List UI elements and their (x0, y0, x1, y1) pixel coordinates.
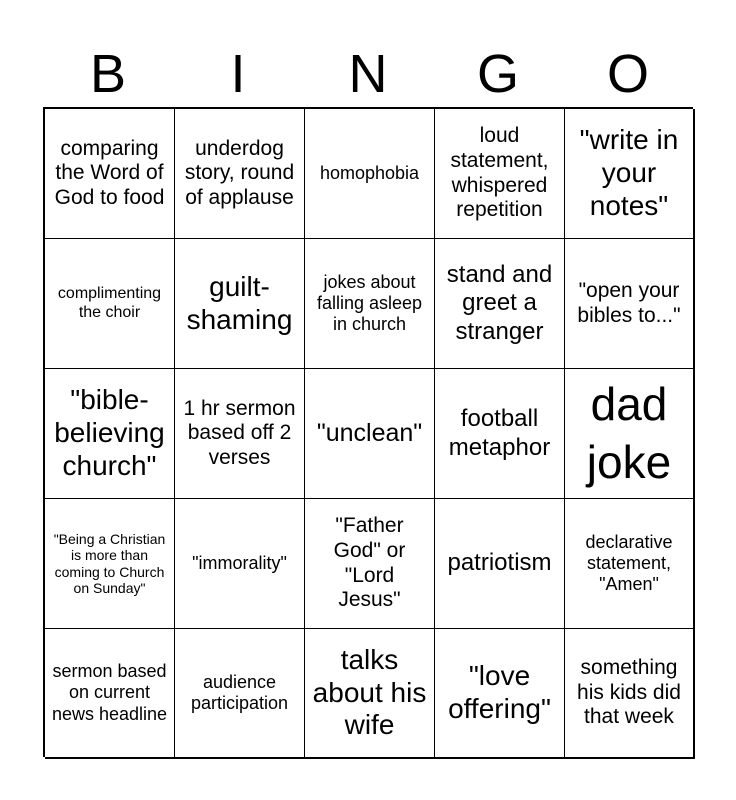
bingo-cell[interactable]: stand and greet a stranger (435, 239, 565, 369)
bingo-cell[interactable]: audience participation (175, 629, 305, 759)
bingo-cell[interactable]: 1 hr sermon based off 2 verses (175, 369, 305, 499)
bingo-cell[interactable]: jokes about falling asleep in church (305, 239, 435, 369)
bingo-cell[interactable]: dad joke (565, 369, 695, 499)
header-letter-n: N (348, 44, 388, 104)
bingo-cell[interactable]: "immorality" (175, 499, 305, 629)
bingo-cell[interactable]: "Being a Christian is more than coming to Church on Sunday" (45, 499, 175, 629)
bingo-cell[interactable]: declarative statement, "Amen" (565, 499, 695, 629)
bingo-cell[interactable]: sermon based on current news headline (45, 629, 175, 759)
bingo-cell[interactable]: "Father God" or "Lord Jesus" (305, 499, 435, 629)
bingo-cell[interactable]: "unclean" (305, 369, 435, 499)
bingo-cell[interactable]: "open your bibles to..." (565, 239, 695, 369)
bingo-cell[interactable]: patriotism (435, 499, 565, 629)
bingo-cell[interactable]: something his kids did that week (565, 629, 695, 759)
bingo-cell[interactable]: comparing the Word of God to food (45, 109, 175, 239)
bingo-cell[interactable]: complimenting the choir (45, 239, 175, 369)
bingo-cell[interactable]: football metaphor (435, 369, 565, 499)
bingo-cell[interactable]: homophobia (305, 109, 435, 239)
header-letter-o: O (606, 44, 649, 104)
header-letter-i: I (230, 44, 246, 104)
header-letter-b: B (89, 44, 127, 104)
bingo-cell[interactable]: "bible-believing church" (45, 369, 175, 499)
bingo-grid (43, 107, 693, 757)
bingo-cell[interactable]: "love offering" (435, 629, 565, 759)
bingo-cell[interactable]: "write in your notes" (565, 109, 695, 239)
bingo-cell[interactable]: guilt-shaming (175, 239, 305, 369)
header-letter-g: G (476, 44, 519, 104)
bingo-cell[interactable]: talks about his wife (305, 629, 435, 759)
bingo-header (43, 40, 693, 108)
bingo-cell[interactable]: loud statement, whispered repetition (435, 109, 565, 239)
bingo-cell[interactable]: underdog story, round of applause (175, 109, 305, 239)
